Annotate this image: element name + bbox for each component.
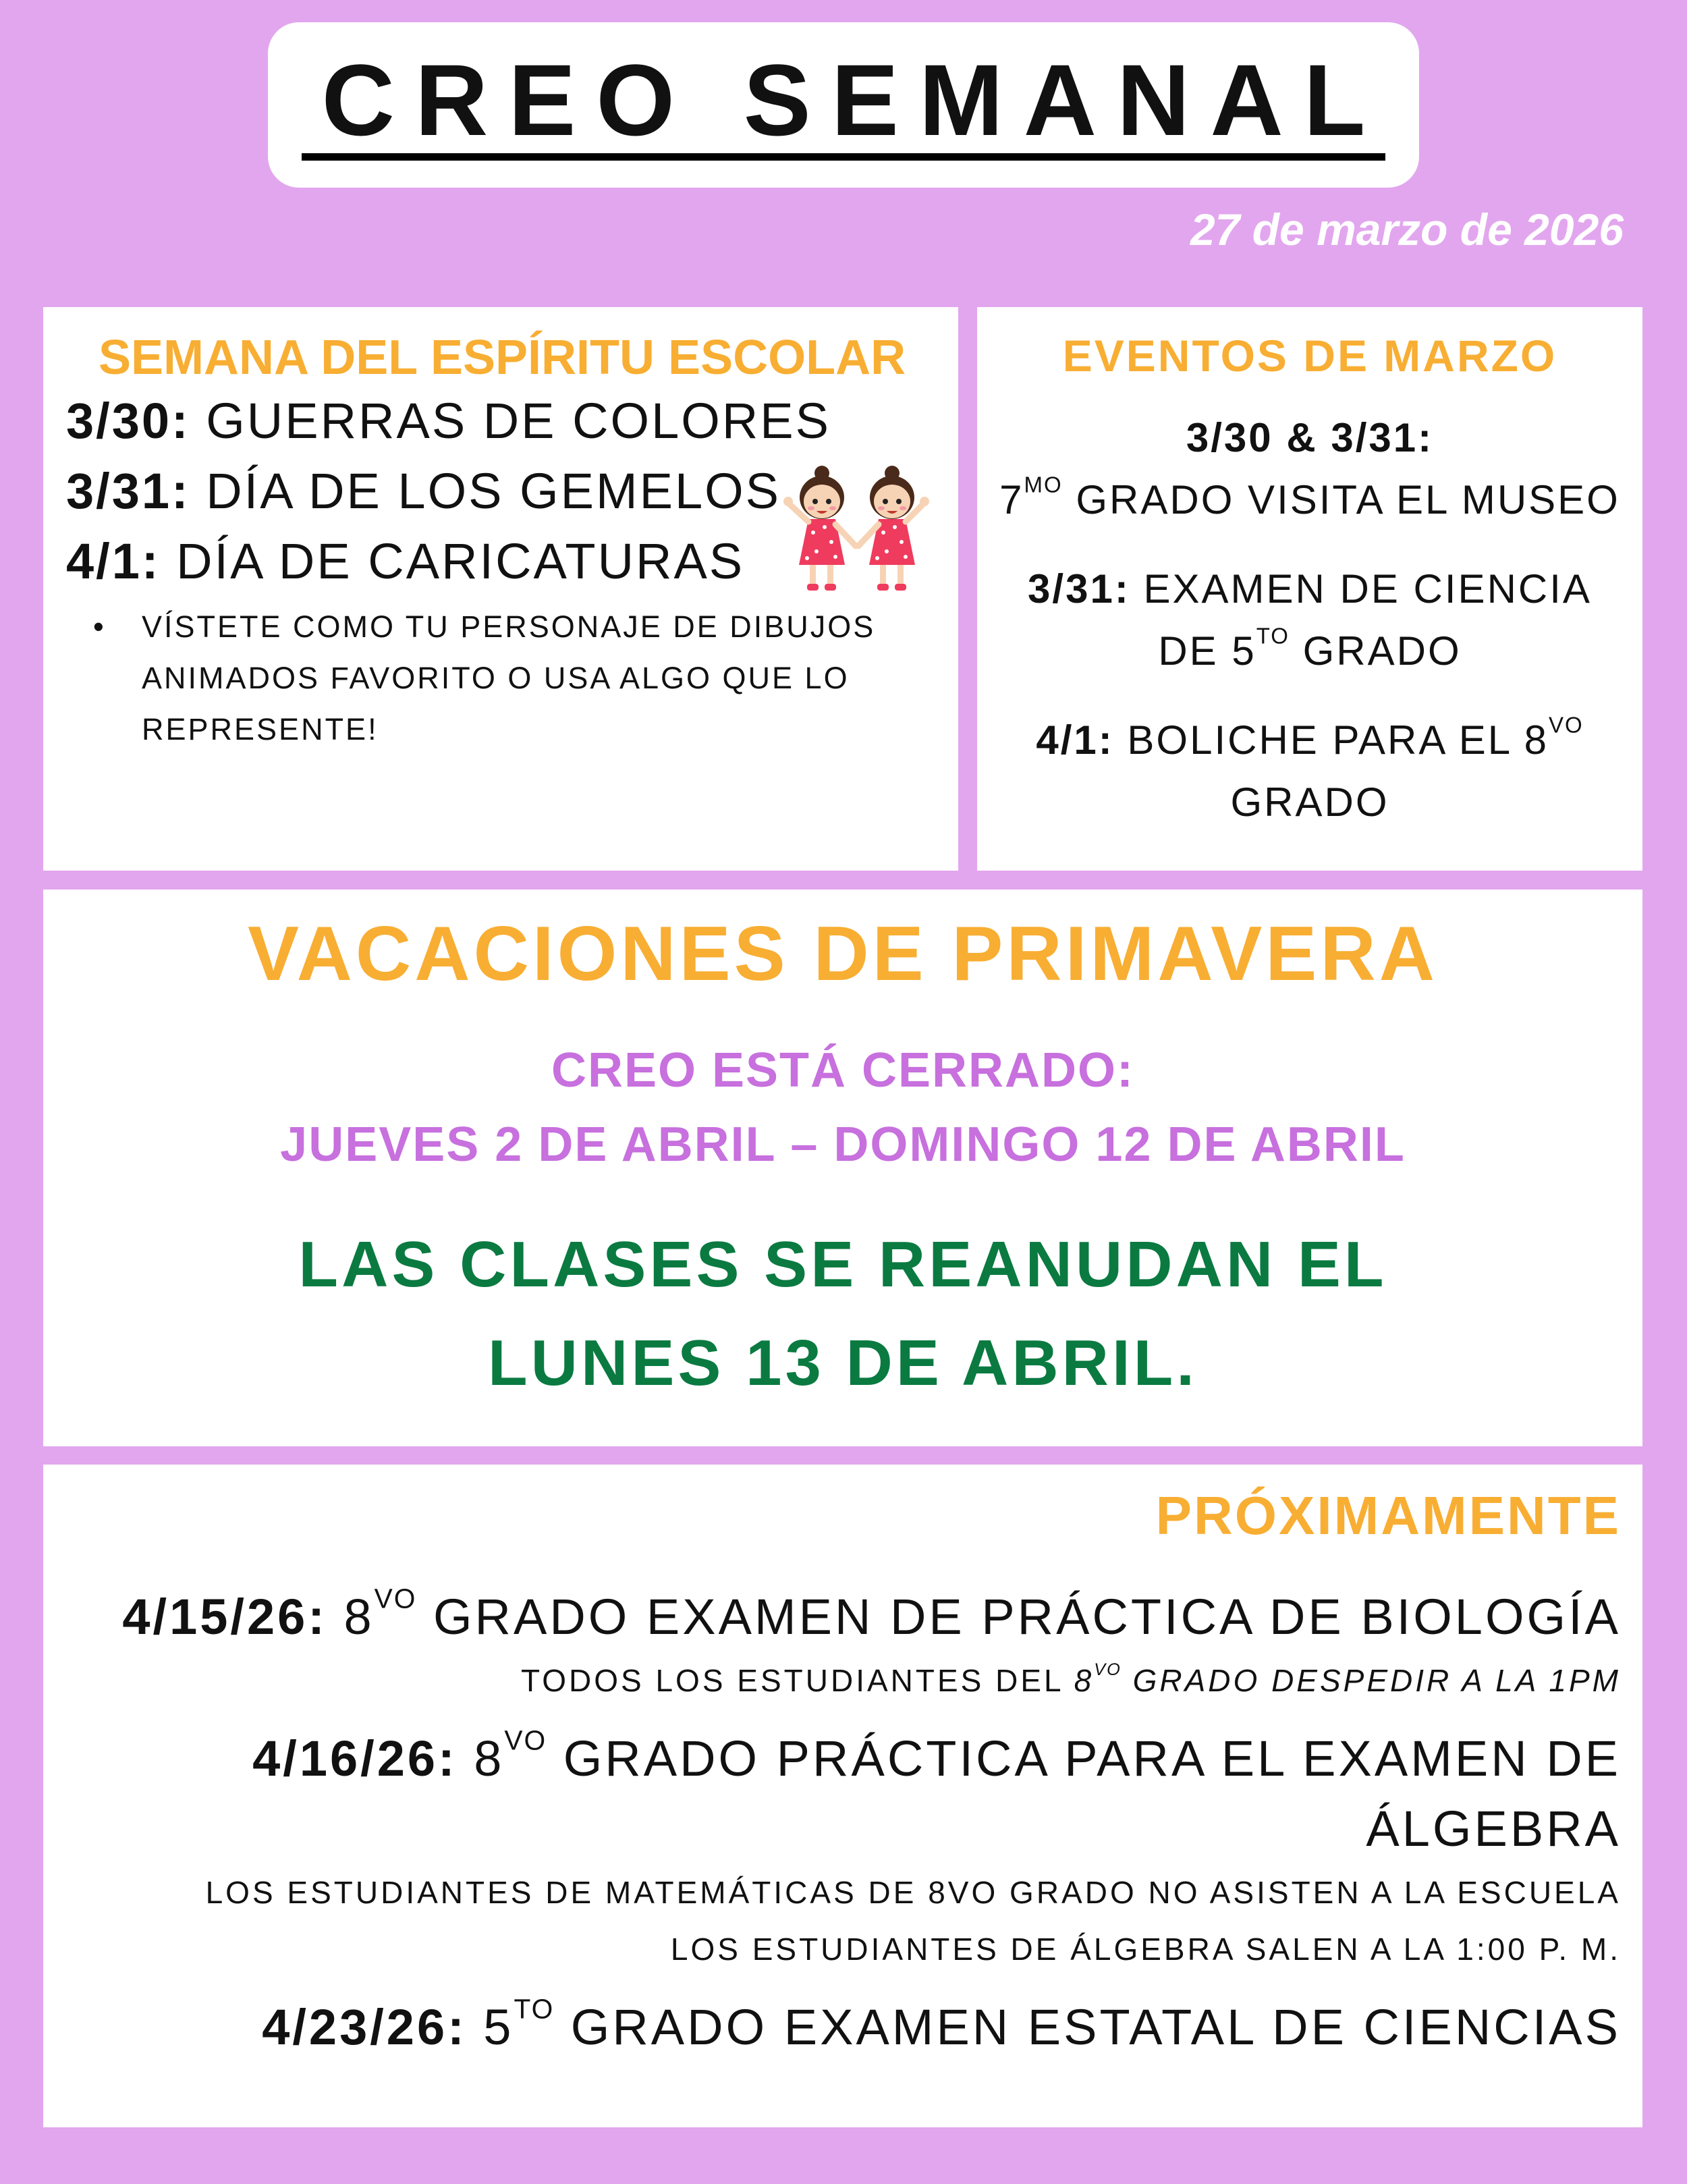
note-text: TODOS LOS ESTUDIANTES DEL	[520, 1663, 1074, 1698]
upcoming-item-1	[70, 1582, 1621, 1652]
event-text: EXAMEN DE CIENCIA DE 5	[1130, 566, 1592, 674]
item-date: 4/23/26:	[262, 1999, 467, 2055]
resume-notice	[43, 1216, 1642, 1413]
march-event-1	[997, 407, 1622, 531]
spirit-day-text: DÍA DE CARICATURAS	[160, 533, 745, 589]
grade-number: 8	[1074, 1663, 1095, 1698]
march-event-2	[997, 558, 1622, 682]
grade-suffix: TO	[1256, 623, 1290, 649]
march-events-panel	[977, 307, 1642, 871]
march-events-title: EVENTOS DE MARZO	[1062, 331, 1557, 381]
spirit-day-date: 3/30:	[66, 393, 190, 449]
title-box	[268, 22, 1419, 188]
grade-suffix: VO	[504, 1724, 547, 1756]
spirit-day-text: DÍA DE LOS GEMELOS	[190, 463, 781, 519]
twin-girls-icon	[783, 457, 931, 595]
spirit-day-1	[66, 392, 938, 450]
event-text: GRADO VISITA EL MUSEO	[1062, 477, 1620, 522]
grade-number: 5	[466, 1999, 514, 2055]
resume-line-1: LAS CLASES SE REANUDAN EL	[298, 1228, 1387, 1301]
grade-suffix: TO	[514, 1993, 555, 2025]
spring-break-title: VACACIONES DE PRIMAVERA	[248, 911, 1438, 997]
coming-soon-panel	[43, 1465, 1642, 2127]
grade-suffix: VO	[1094, 1660, 1122, 1679]
item-date: 4/16/26:	[252, 1730, 458, 1786]
march-event-3	[997, 709, 1622, 834]
spirit-day-date: 4/1:	[66, 533, 161, 589]
grade-suffix: MO	[1024, 472, 1063, 497]
grade-number: 7	[999, 477, 1024, 522]
spirit-day-date: 3/31:	[66, 463, 190, 519]
closed-line-2: JUEVES 2 DE ABRIL – DOMINGO 12 DE ABRIL	[280, 1118, 1406, 1172]
grade-suffix: VO	[374, 1583, 417, 1614]
item-text: GRADO EXAMEN DE PRÁCTICA DE BIOLOGÍA	[416, 1589, 1621, 1645]
item-text: GRADO PRÁCTICA PARA EL EXAMEN DE ÁLGEBRA	[547, 1730, 1621, 1857]
spirit-bullet-text: VÍSTETE COMO TU PERSONAJE DE DIBUJOS ANIMADOS FAVORITO O USA ALGO QUE LO REPRESENTE!	[142, 609, 876, 746]
event-text: BOLICHE PARA EL 8	[1113, 717, 1549, 763]
event-date: 3/31:	[1028, 566, 1130, 611]
spring-break-panel	[43, 890, 1642, 1446]
grade-number: 8	[327, 1589, 375, 1645]
spirit-day-text: GUERRAS DE COLORES	[190, 393, 831, 449]
resume-line-2: LUNES 13 DE ABRIL.	[488, 1327, 1198, 1399]
upcoming-item-2	[70, 1724, 1621, 1864]
spirit-bullet	[66, 601, 938, 755]
event-date: 3/30 & 3/31:	[1186, 415, 1434, 460]
item-text: GRADO EXAMEN ESTATAL DE CIENCIAS	[554, 1999, 1621, 2055]
event-date: 4/1:	[1036, 717, 1114, 763]
grade-number: 8	[457, 1730, 505, 1786]
bullet-dot-icon: •	[93, 609, 106, 644]
upcoming-note-2b: LOS ESTUDIANTES DE ÁLGEBRA SALEN A LA 1:00 P. M.	[670, 1932, 1621, 1967]
upcoming-item-3	[70, 1992, 1621, 2063]
event-text: GRADO	[1289, 628, 1462, 674]
newsletter-date: 27 de marzo de 2026	[1190, 204, 1624, 254]
spirit-week-title: SEMANA DEL ESPÍRITU ESCOLAR	[98, 331, 906, 385]
coming-soon-title: PRÓXIMAMENTE	[1155, 1485, 1621, 1546]
newsletter-title: CREO SEMANAL	[302, 49, 1386, 161]
grade-suffix: VO	[1548, 712, 1584, 738]
spirit-week-panel	[43, 307, 958, 871]
event-text: GRADO	[1230, 780, 1389, 825]
upcoming-note-1	[70, 1652, 1621, 1709]
note-text: GRADO DESPEDIR A LA 1PM	[1121, 1663, 1621, 1698]
item-date: 4/15/26:	[122, 1589, 327, 1645]
upcoming-note-2a: LOS ESTUDIANTES DE MATEMÁTICAS DE 8VO GRADO NO ASISTEN A LA ESCUELA	[205, 1875, 1621, 1910]
closed-line-1: CREO ESTÁ CERRADO:	[551, 1043, 1135, 1097]
